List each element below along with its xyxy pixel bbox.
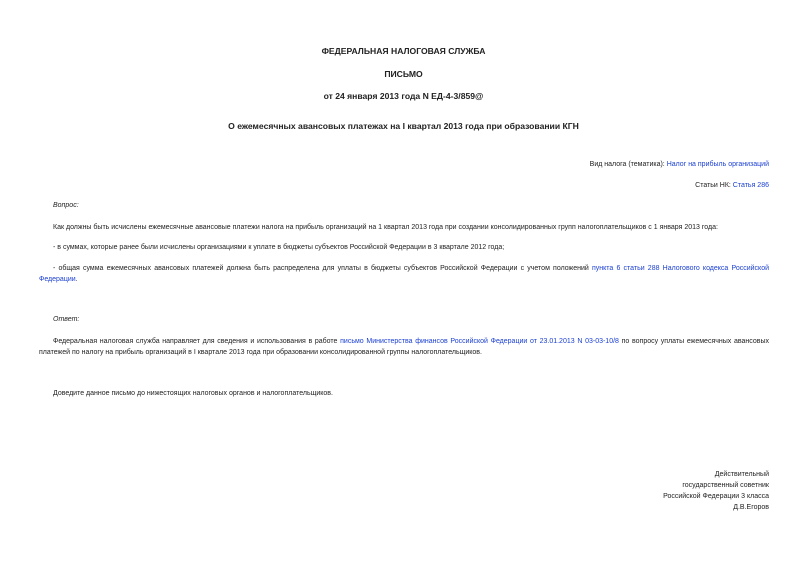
articles-link[interactable]: Статья 286 <box>732 182 769 189</box>
answer-p1-end: по вопросу уплаты ежемесячных авансовых платежей по налогу на прибыль организаций в I квартале 2013 года при образовании консолидированной группы налогоплательщиков. <box>39 338 769 356</box>
question-label: Вопрос: <box>53 202 79 209</box>
question-paragraph-3 <box>39 263 769 285</box>
document-subject: О ежемесячных авансовых платежах на I квартал 2013 года при образовании КГН <box>228 121 579 131</box>
tax-type-line <box>590 161 769 168</box>
answer-p1-text: Федеральная налоговая служба направляет для сведения и использования в работе <box>53 338 341 345</box>
articles-line <box>695 182 769 189</box>
question-paragraph-1: Как должны быть исчислены ежемесячные авансовые платежи налога на прибыль организаций на 1 квартал 2013 года при создании консолидированных групп налогоплательщиков с 1 января 2013 года: <box>53 224 718 231</box>
signature-line-2: государственный советник <box>682 482 769 489</box>
tax-type-link[interactable]: Налог на прибыль организаций <box>666 161 769 168</box>
minfin-letter-link[interactable]: письмо Министерства финансов Российской Федерации от 23.01.2013 N 03-03-10/8 <box>340 338 619 345</box>
tax-type-label: Вид налога (тематика): <box>589 161 667 168</box>
document-date-number: от 24 января 2013 года N ЕД-4-3/859@ <box>323 91 484 101</box>
articles-label: Статьи НК: <box>695 182 733 189</box>
question-paragraph-2: - в суммах, которые ранее были исчислены организациями к уплате в бюджеты субъектов Российской Федерации в 3 квартале 2012 года; <box>53 244 505 251</box>
signature-line-3: Российской Федерации 3 класса <box>663 493 769 500</box>
answer-paragraph-2: Доведите данное письмо до нижестоящих налоговых органов и налогоплательщиков. <box>53 390 333 397</box>
signature-name: Д.В.Егоров <box>733 504 769 511</box>
answer-label: Ответ: <box>53 316 80 323</box>
question-p3-text: - общая сумма ежемесячных авансовых платежей должна быть распределена для уплаты в бюджеты субъектов Российской Федерации с учетом положений <box>53 265 592 272</box>
signature-block <box>663 469 769 513</box>
signature-line-1: Действительный <box>714 471 769 478</box>
answer-paragraph-1 <box>39 336 769 358</box>
nk-article-288-link[interactable]: пункта 6 статьи 288 Налогового кодекса Российской Федерации <box>39 265 770 283</box>
question-p3-end: . <box>75 276 78 283</box>
agency-title: ФЕДЕРАЛЬНАЯ НАЛОГОВАЯ СЛУЖБА <box>321 46 486 56</box>
document-type: ПИСЬМО <box>384 69 423 79</box>
